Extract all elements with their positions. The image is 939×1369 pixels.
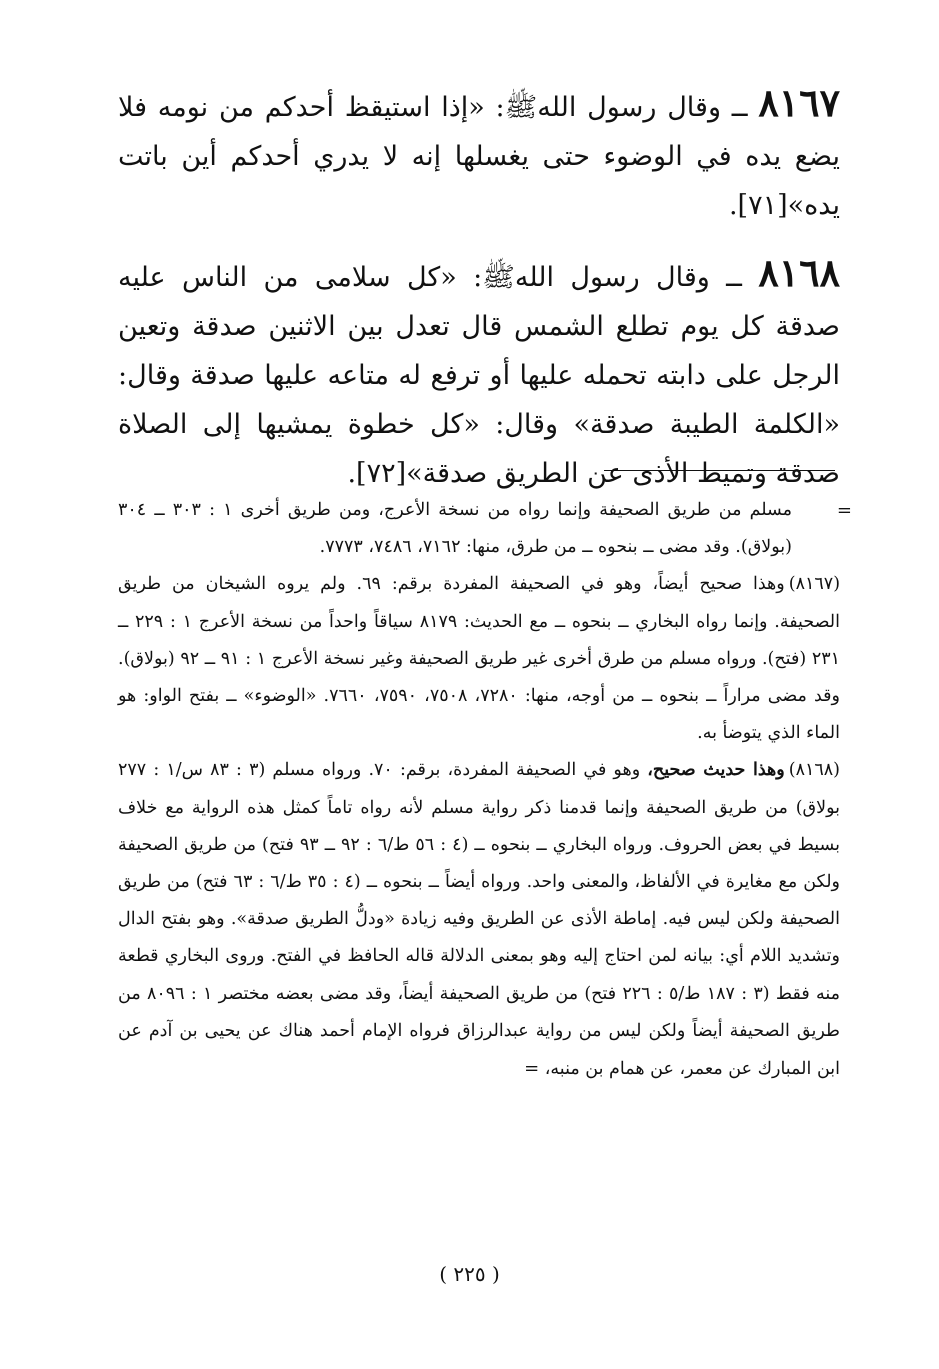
footnote-8167	[118, 566, 840, 752]
continuation-mark: =	[836, 500, 852, 521]
footnote-bold-text: وهذا حديث صحيح،	[647, 760, 785, 781]
footnote-label: (٨١٦٨)	[788, 760, 840, 781]
footnotes	[118, 492, 852, 1088]
continuation-mark: =	[524, 1058, 540, 1080]
main-text	[118, 78, 840, 516]
hadith-text: ــ وقال رسول اللهﷺ: «إذا استيقظ أحدكم من نومه فلا يضع يده في الوضوء حتى يغسلها إنه لا يدري أحدكم أين باتت يده»[٧١].	[118, 92, 840, 221]
hadith-8167	[118, 78, 840, 230]
hadith-text: ــ وقال رسول اللهﷺ: «كل سلامى من الناس عليه صدقة كل يوم تطلع الشمس قال تعدل بين الاثنين صدقة وتعين الرجل على دابته تحمله عليها أو ترفع له متاعه عليها صدقة وقال: «الكلمة الطيبة صدقة» وقال: «كل خطوة يمشيها إلى الصلاة صدقة وتميط الأذى عن الطريق صدقة»[٧٢].	[118, 262, 840, 489]
footnote-separator	[604, 470, 835, 471]
hadith-number: ٨١٦٧	[758, 80, 840, 125]
footnote-text: مسلم من طريق الصحيفة وإنما رواه من نسخة الأعرج، ومن طريق أخرى ١ : ٣٠٣ ــ ٣٠٤ (بولاق). وقد مضى ــ بنحوه ــ من طرق، منها: ٧١٦٢، ٧٤٨٦، ٧٧٧٣.	[118, 500, 792, 558]
hadith-8168	[118, 248, 840, 498]
footnote-continuation	[118, 492, 852, 566]
footnote-text: وهذا صحيح أيضاً، وهو في الصحيفة المفردة برقم: ٦٩. ولم يروه الشيخان من طريق الصحيفة. وإنما رواه البخاري ــ بنحوه ــ مع الحديث: ٨١٧٩ سياقاً واحداً من نسخة الأعرج ١ : ٢٢٩ ــ ٢٣١ (فتح). ورواه مسلم من طرق أخرى غير طريق الصحيفة وغير نسخة الأعرج ١ : ٩١ ــ ٩٢ (بولاق). وقد مضى مراراً ــ بنحوه ــ من أوجه، منها: ٧٢٨٠، ٧٥٠٨، ٧٥٩٠، ٧٦٦٠. «الوضوء» ــ بفتح الواو: هو الماء الذي يتوضأ به.	[118, 574, 841, 744]
footnote-text: وهو في الصحيفة المفردة، برقم: ٧٠. ورواه مسلم (٣ : ٨٣ س/١ : ٢٧٧ بولاق) من طريق الصحيفة وإنما قدمنا ذكر رواية مسلم لأنه رواه تاماً كمثل هذه الرواية مع خلاف بسيط في بعض الحروف. ورواه البخاري ــ بنحوه ــ (٤ : ٥٦ ط/٦ : ٩٢ ــ ٩٣ فتح) من طريق الصحيفة ولكن مع مغايرة في الألفاظ، والمعنى واحد. ورواه أيضاً ــ بنحوه ــ (٤ : ٣٥ ط/٦ : ٦٣ فتح) من طريق الصحيفة ولكن ليس فيه. إماطة الأذى عن الطريق وفيه زيادة «ودلُّ الطريق صدقة». وهو بفتح الدال وتشديد اللام أي: بيانه لمن احتاج إليه وهو بمعنى الدلالة قاله الحافظ في الفتح. وروى البخاري قطعة منه فقط (٣ : ١٨٧ ط/٥ : ٢٢٦ فتح) من طريق الصحيفة أيضاً، وقد مضى بعضه مختصر ١ : ٨٠٩٦ من طريق الصحيفة أيضاً ولكن ليس من رواية عبدالرزاق فرواه الإمام أحمد هناك عن يحيى بن آدم عن ابن المبارك عن معمر، عن همام بن منبه،	[118, 760, 841, 1080]
footnote-8168	[118, 752, 840, 1088]
footnote-label: (٨١٦٧)	[788, 574, 841, 595]
hadith-number: ٨١٦٨	[758, 250, 840, 295]
page-number: ( ٢٢٥ )	[439, 1262, 500, 1286]
